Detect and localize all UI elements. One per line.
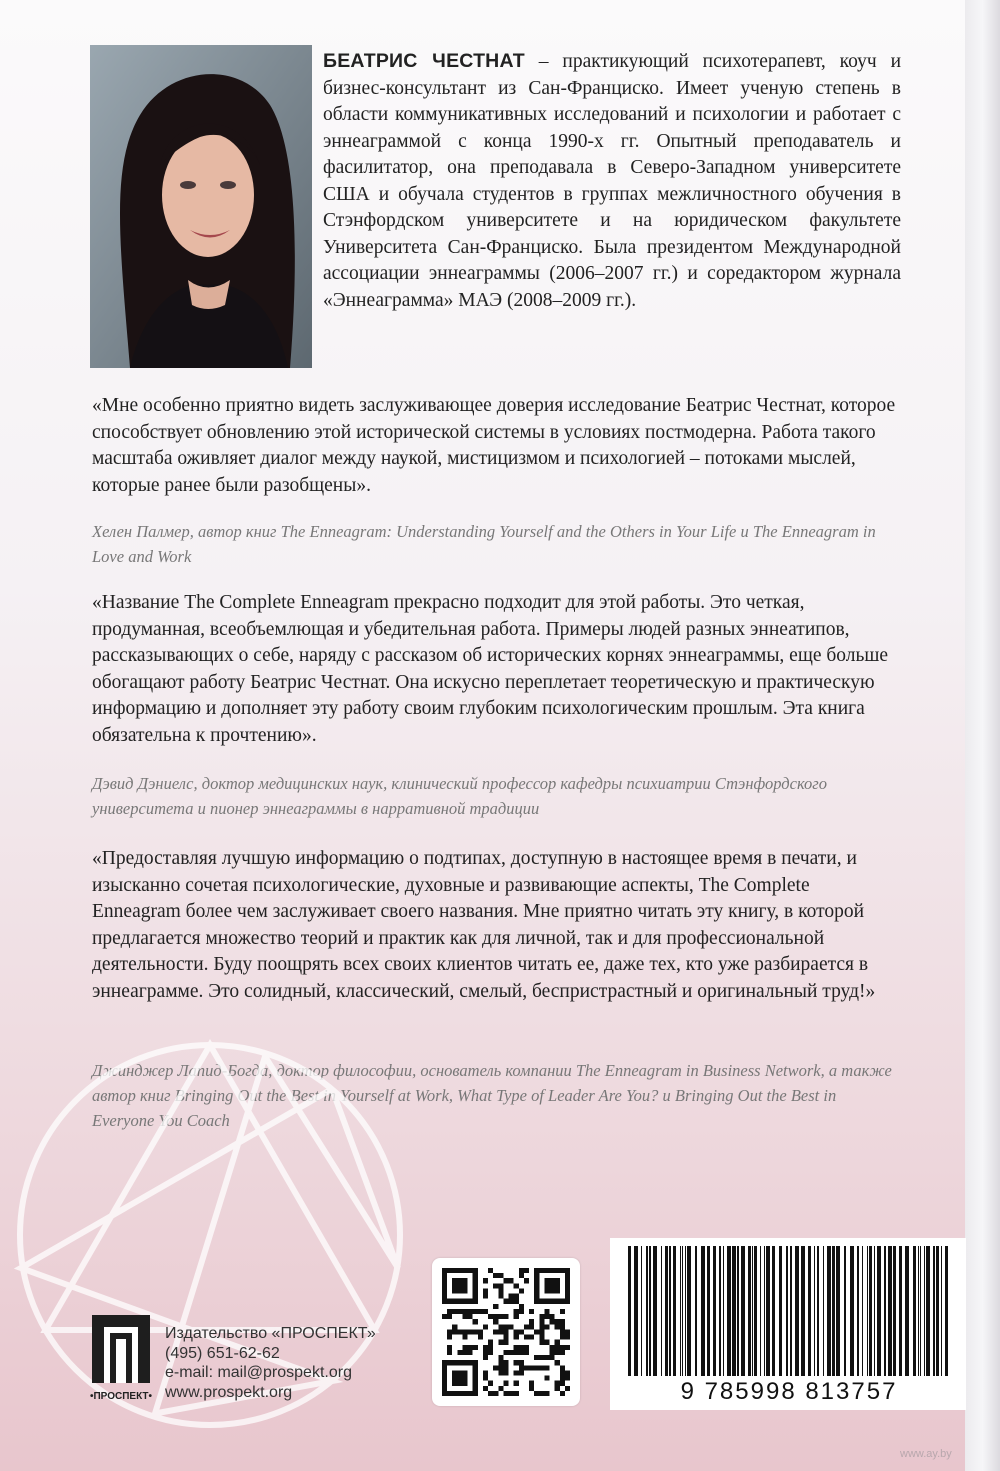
site-watermark: www.ay.by <box>900 1448 952 1460</box>
publisher-logo <box>90 1315 152 1405</box>
quote-text: «Предоставляя лучшую информацию о подтипах, доступную в настоящее время в печати, и изысканно сочетая психологические, духовные и развивающие аспекты, The Complete Enneagram более чем заслуживает своего названия. Мне приятно читать эту книгу, в которой предлагается множество теорий и практик как для личной, так и для профессиональной деятельности. Буду поощрять всех своих клиентов читать ее, даже тех, кто уже разбирается в эннеаграмме. Это солидный, классический, смелый, беспристрастный и оригинальный труд!» <box>92 848 876 1002</box>
author-name: БЕАТРИС ЧЕСТНАТ <box>323 50 525 72</box>
quote-text: «Название The Complete Enneagram прекрасно подходит для этой работы. Это четкая, продуманная, всеобъемлющая и убедительная работа. Примеры людей разных эннеатипов, рассказывающих о себе, наряду с рассказом об исторических корнях эннеаграммы, еще больше обогащают работу Беатрис Честнат. Она искусно переплетает теоретическую и практическую информацию и дополняет эту работу своим глубоким психологическим прошлым. Эта книга обязательна к прочтению». <box>92 592 889 746</box>
quote-attribution: Хелен Палмер, автор книг The Enneagram: Understanding Yourself and the Others in Your Life и The Enneagram in Love and Work <box>92 522 876 566</box>
publisher-phone: (495) 651-62-62 <box>165 1344 280 1362</box>
qr-code <box>432 1258 580 1406</box>
quote-attribution: Дэвид Дэниелс, доктор медицинских наук, клинический профессор кафедры психиатрии Стэнфордского университета и пионер эннеаграммы в нарративной традиции <box>92 774 827 818</box>
isbn-digits: 9 785998 813757 <box>680 1378 898 1405</box>
publisher-email: e-mail: mail@prospekt.org <box>165 1364 352 1381</box>
book-spine-edge <box>965 0 1000 1471</box>
publisher-name: Издательство «ПРОСПЕКТ» <box>165 1325 376 1342</box>
quote-attribution: Джинджер Лапид-Богда, доктор философии, основатель компании The Enneagram in Business Network, а также автор книг Bringing Out the Best in Yourself at Work, What Type of Leader Are You? и Bringing Out the Best in Everyone You Coach <box>92 1061 892 1130</box>
bio-dash: – <box>524 51 563 72</box>
bio-text: практикующий психотерапевт, коуч и бизнес-консультант из Сан-Франциско. Имеет ученую степень в области коммуникативных исследований и психологии и работает с эннеаграммой с конца 1990-х гг. Опытный преподаватель и фасилитатор, она преподавала в Северо-Западном университете США и обучала студентов в группах межличностного обучения в Стэнфордском университете и на юридическом факультете Университета Сан-Франциско. Была президентом Международной ассоциации эннеаграммы (2006–2007 гг.) и соредактором журнала «Эннеаграмма» МАЭ (2008–2009 гг.). <box>323 51 902 311</box>
publisher-info <box>165 1324 376 1402</box>
isbn-barcode <box>610 1238 966 1410</box>
publisher-website: www.prospekt.org <box>165 1383 293 1401</box>
logo-text: •ПРОСПЕКТ• <box>90 1391 152 1402</box>
author-photo <box>90 45 312 368</box>
author-bio <box>323 48 901 314</box>
quote-text: «Мне особенно приятно видеть заслуживающее доверия исследование Беатрис Честнат, которое способствует обновлению этой исторической системы в условиях постмодерна. Работа такого масштаба оживляет диалог между наукой, мистицизмом и психологией – потоками мыслей, которые ранее были разобщены». <box>92 395 896 496</box>
